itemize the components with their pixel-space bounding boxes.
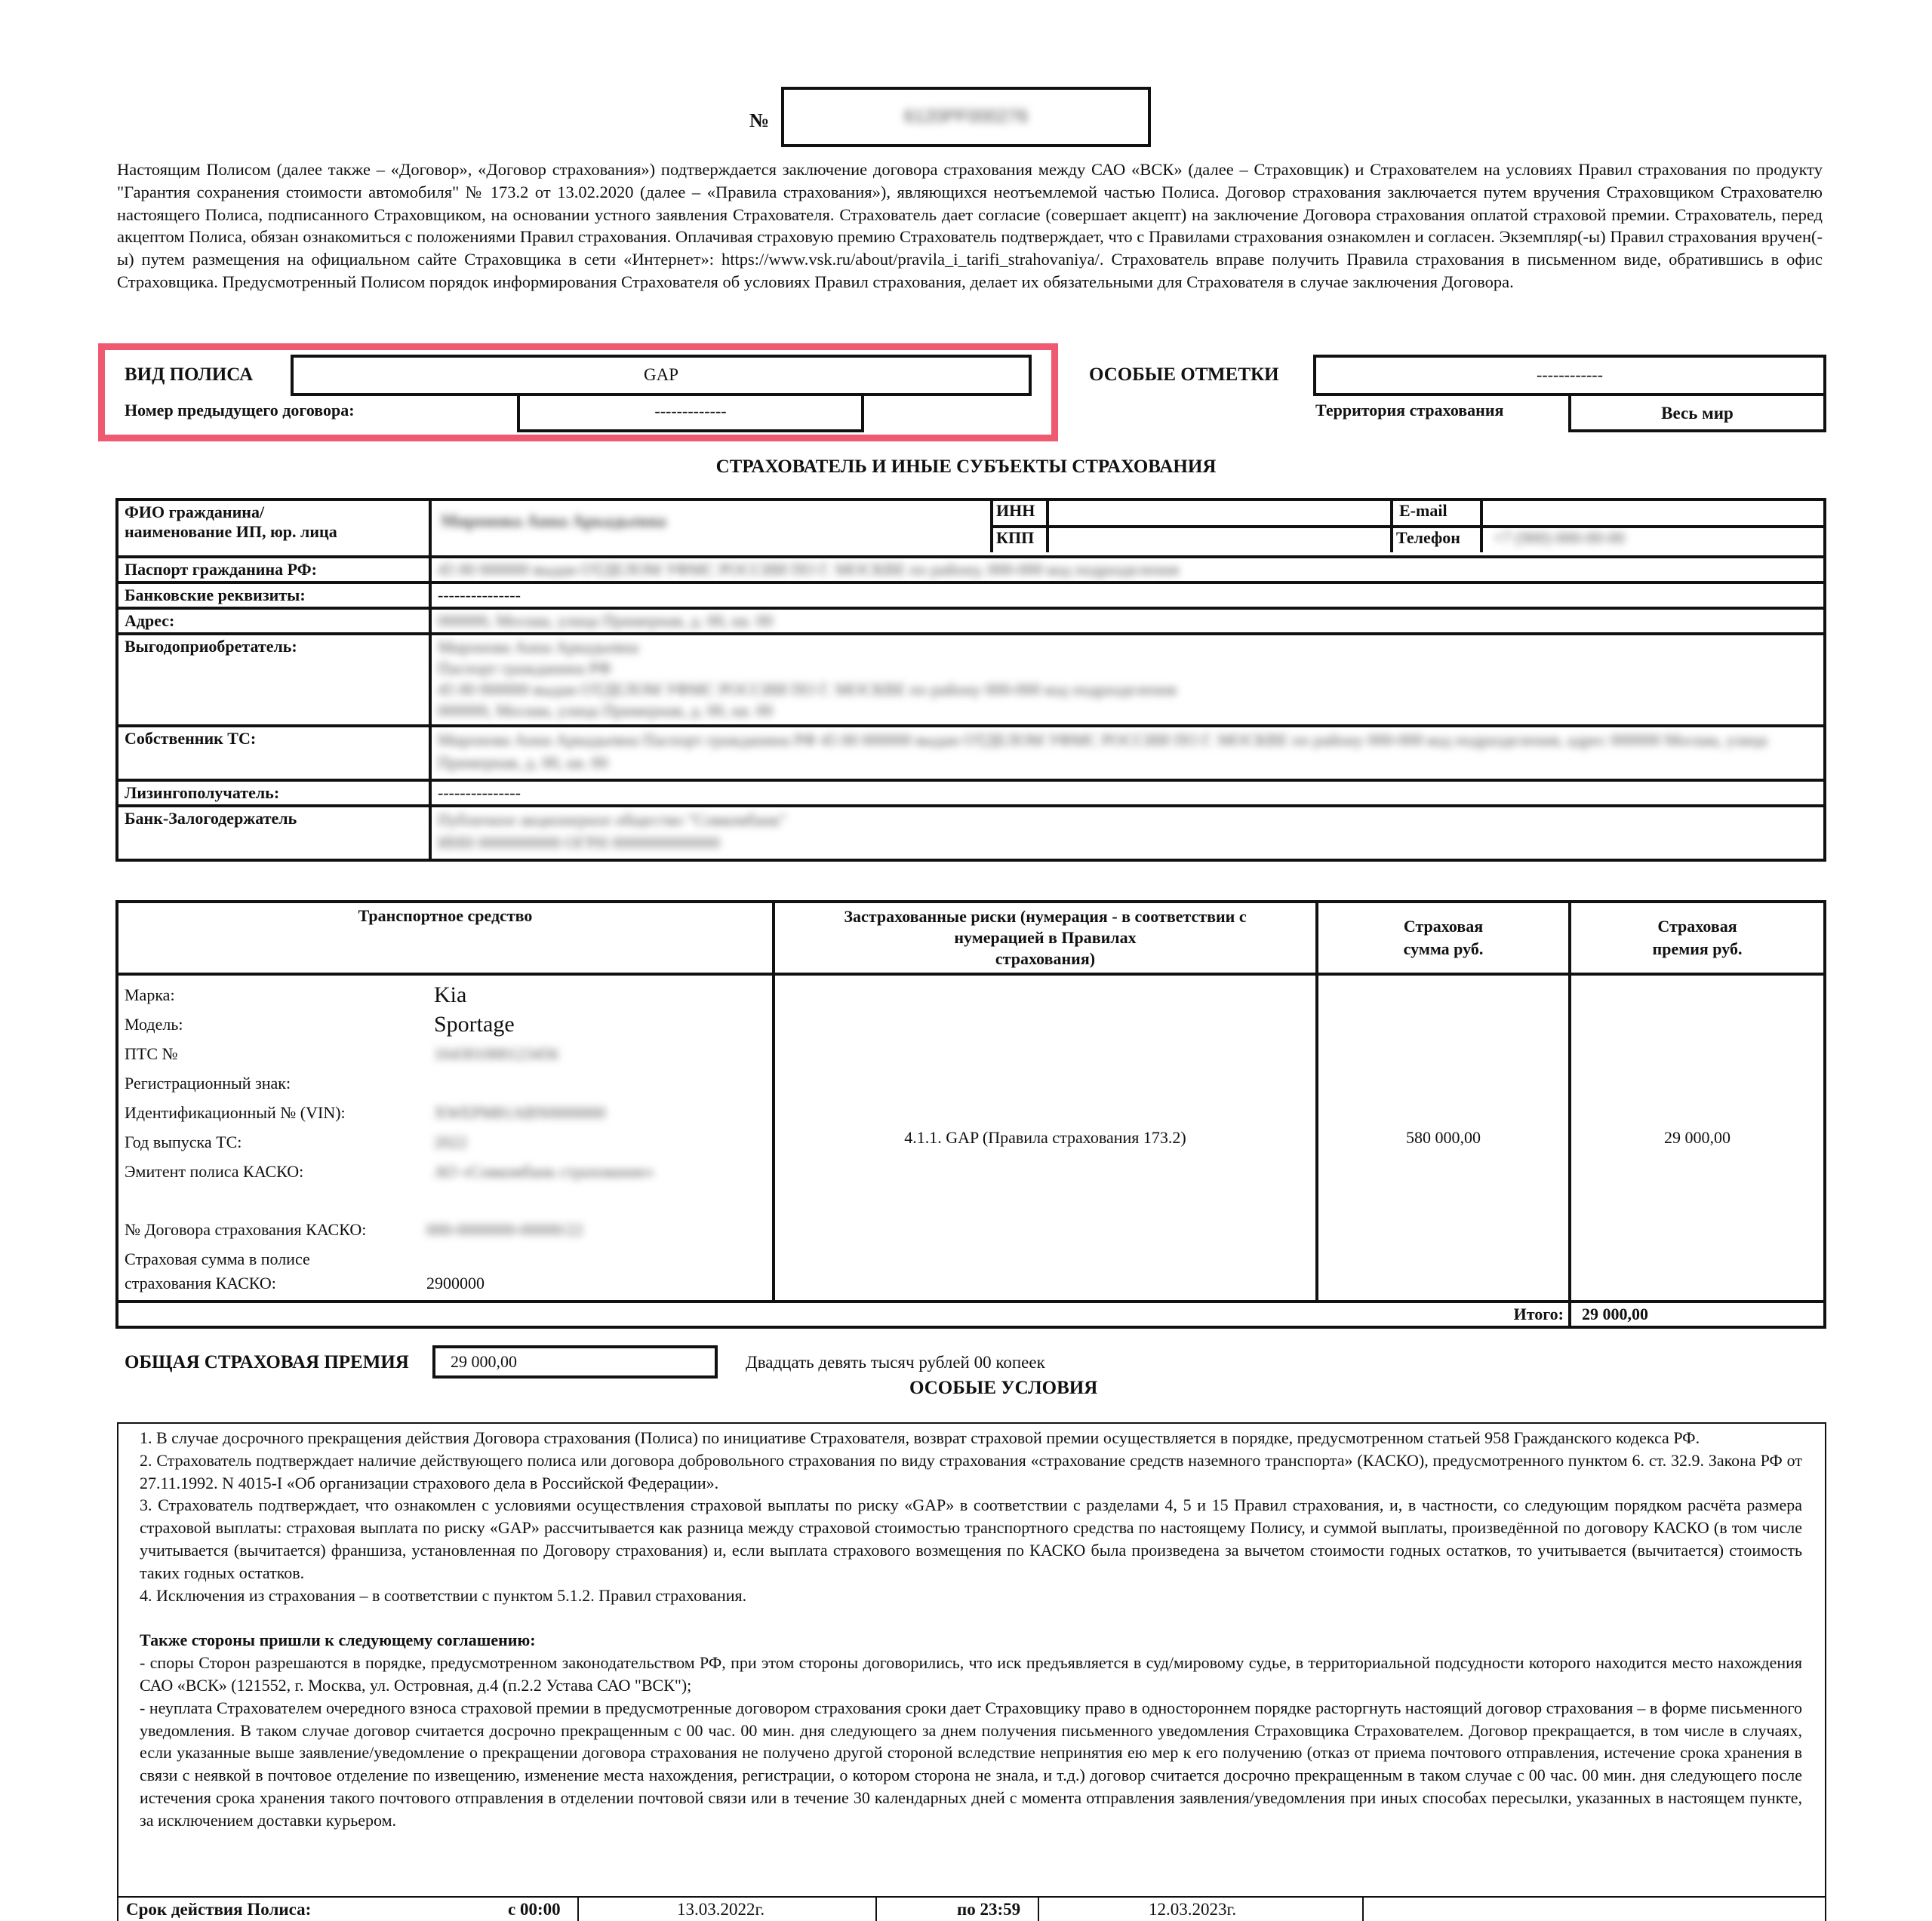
inn-kpp-values [1049, 501, 1390, 552]
agreement-2: - неуплата Страхователем очередного взноса страховой премии в предусмотренные договором страхования сроки дает Страховщику право в одностороннем порядке расторгнуть настоящий договор страхования – в форме письменного уведомления. В таком случае договор считается досрочно прекращенным с 00 час. 00 мин. дня следующего за днем получения письменного уведомления Страховщика Страхователем. Договор прекращается, в том числе в случаях, если указанные выше заявление/уведомление о прекращении договора страхования не получено другой стороной вследствие непринятия ею мер к его получению (отказ от приема почтового отправления, истечение срока хранения в связи с неявкой в почтовое отделение по извещению, изменение места нахождения, регистрации, о котором сторона не знала, и т.д.) договор считается досрочно прекращенным в таком случае с 00 час. 00 мин. дня следующего после истечения срока хранения такого почтового отправления в отделении почтовой связи или в течение 30 календарных дней с момента отправления заявления/уведомления при иных способах пересылки, указанных в настоящем пункте, за исключением доставки курьером. [140, 1698, 1802, 1830]
intro-paragraph: Настоящим Полисом (далее также – «Договор», «Договор страхования») подтверждается заключение договора страхования между САО «ВСК» (далее – Страховщик) и Страхователем на условиях Правил страхования по продукту "Гарантия сохранения стоимости автомобиля" № 173.2 от 13.02.2020 (далее – «Правила страхования»), являющихся неотъемлемой частью Полиса. Договор страхования заключается путем вручения Страховщиком Страхователю настоящего Полиса, подписанного Страховщиком, на основании устного заявления Страхователя. Страхователь дает согласие (совершает акцепт) на заключение Договора страхования оплатой страховой премии. Страхователь, перед акцептом Полиса, обязан ознакомиться с положениями Правил страхования. Оплачивая страховую премию Страхователь подтверждает, что с Правилами страхования ознакомлен и согласен. Экземпляр(-ы) Правил страхования вручен(-ы) путем размещения на официальном сайте Страховщика в сети «Интернет»: https://www.vsk.ru/about/pravila_i_tarifi_strahovaniya/. Страхователь вправе получить Правила страхования в письменном виде, обратившись в офис Страховщика. Предусмотренный Полисом порядок информирования Страхователя об условиях Правил страхования, делает их обязательными для Страхователя в случае заключения Договора. [117, 160, 1823, 291]
bank-label: Банковские реквизиты: [117, 582, 430, 608]
special-conditions-title: ОСОБЫЕ УСЛОВИЯ [909, 1378, 1098, 1398]
kasko-sum-value: 2900000 [426, 1274, 485, 1292]
condition-4: 4. Исключения из страхования – в соответствии с пунктом 5.1.2. Правил страхования. [140, 1585, 747, 1605]
vehicle-details [117, 974, 774, 1302]
pts-value: 164301000123456 [434, 1044, 558, 1063]
beneficiary-value: Миронова Анна Аркадьевна Паспорт гражданина РФ 45 00 000000 выдан ОТДЕЛОМ УФМС РОССИИ ПО Г. МОСКВЕ по району 000-000 код подразделения 000000, Москва, улица Примерная, д. 00, кв. 00 [430, 634, 1825, 726]
pledge-value: Публичное акционерное общество "Совкомбанк" ИНН 0000000000 ОГРН 0000000000000 [430, 806, 1825, 860]
territory-label: Территория страхования [1315, 401, 1504, 420]
condition-2: 2. Страхователь подтверждает наличие действующего полиса или договора добровольного страхования по виду страхования «страхование средств наземного транспорта» (КАСКО), предусмотренного пунктом 6. ст. 32.9. Закона РФ от 27.11.1992. N 4015-I «Об организации страхового дела в Российской Федерации». [140, 1450, 1802, 1492]
premium-value: 29 000,00 [1570, 974, 1825, 1302]
lessee-label: Лизингополучатель: [117, 780, 430, 806]
pledge-label: Банк-Залогодержатель [117, 806, 430, 860]
vin-label: Идентификационный № (VIN): [125, 1103, 346, 1122]
col-premium: Страховая премия руб. [1570, 902, 1825, 974]
validity-to-date: 12.03.2023г. [1149, 1900, 1237, 1919]
policy-type-value: GAP [291, 355, 1032, 396]
validity-from-label: с 00:00 [508, 1900, 561, 1919]
validity-label: Срок действия Полиса: [126, 1900, 312, 1919]
territory-value: Весь мир [1568, 395, 1826, 432]
fio-label: ФИО гражданина/ наименование ИП, юр. лица [117, 499, 430, 557]
total-value: 29 000,00 [1570, 1302, 1825, 1327]
make-label: Марка: [125, 985, 175, 1004]
phone-value: +7 (900) 000-00-00 [1494, 528, 1625, 547]
condition-1: 1. В случае досрочного прекращения действия Договора страхования (Полиса) по инициативе Страхователя, возврат страховой премии осуществляется в порядке, предусмотренном статьей 958 Гражданского кодекса РФ. [140, 1428, 1700, 1447]
subjects-title: СТРАХОВАТЕЛЬ И ИНЫЕ СУБЪЕКТЫ СТРАХОВАНИЯ [715, 456, 1217, 477]
col-vehicle: Транспортное средство [117, 902, 774, 974]
risk-value: 4.1.1. GAP (Правила страхования 173.2) [774, 974, 1317, 1302]
owner-label: Собственник ТС: [117, 726, 430, 780]
total-premium-words: Двадцать девять тысяч рублей 00 копеек [746, 1353, 1045, 1372]
kasko-issuer-value: АО «Совкомбанк страхование» [434, 1162, 654, 1181]
agreement-1: - споры Сторон разрешаются в порядке, предусмотренном законодательством РФ, при этом стороны договорились, что иск предъявляется в суд/мировому судье, в территориальной подсудности которого находится место нахождения САО «ВСК» (121552, г. Москва, ул. Островная, д.4 (п.2.2 Устава САО "ВСК"); [140, 1653, 1802, 1695]
kasko-contract-value: 000-0000000-00000/22 [426, 1220, 583, 1239]
passport-label: Паспорт гражданина РФ: [117, 557, 430, 582]
inn-label: ИНН [993, 501, 1046, 528]
policy-number-box [781, 87, 1151, 147]
special-marks-label: ОСОБЫЕ ОТМЕТКИ [1089, 364, 1279, 385]
address-value: 000000, Москва, улица Примерная, д. 00, кв. 00 [430, 608, 1825, 634]
col-sum: Страховая сумма руб. [1317, 902, 1570, 974]
policy-number-value: 6120PF000276 [903, 106, 1029, 127]
kasko-issuer-label: Эмитент полиса КАСКО: [125, 1162, 304, 1181]
number-label: № [749, 109, 770, 131]
col-risks: Застрахованные риски (нумерация - в соответствии с нумерацией в Правилах страхования) [774, 902, 1317, 974]
owner-value: Миронова Анна Аркадьевна Паспорт гражданина РФ 45 00 000000 выдан ОТДЕЛОМ УФМС РОССИИ ПО Г. МОСКВЕ по району 000-000 код подразделения, адрес 000000 Москва, улица Примерная, д. 00, кв. 00 [430, 726, 1825, 780]
total-label: Итого: [117, 1302, 1570, 1327]
reg-label: Регистрационный знак: [125, 1074, 291, 1093]
address-label: Адрес: [117, 608, 430, 634]
policy-type-label: ВИД ПОЛИСА [125, 364, 254, 385]
model-value: Sportage [434, 1012, 515, 1037]
kpp-label: КПП [996, 528, 1035, 547]
lessee-value: --------------- [430, 780, 1825, 806]
validity-from-date: 13.03.2022г. [677, 1900, 765, 1919]
prev-contract-label: Номер предыдущего договора: [125, 401, 355, 420]
year-value: 2022 [434, 1133, 467, 1151]
kasko-sum-label: Страховая сумма в полисе страхования КАСКО: [125, 1249, 310, 1292]
total-premium-value: 29 000,00 [432, 1345, 718, 1379]
kasko-contract-label: № Договора страхования КАСКО: [125, 1220, 367, 1239]
validity-to-label: по 23:59 [957, 1900, 1021, 1919]
fio-value: Миронова Анна Аркадьевна [441, 512, 666, 530]
prev-contract-value: ------------- [517, 395, 864, 432]
agreement-title: Также стороны пришли к следующему соглашению: [140, 1631, 536, 1650]
passport-value: 45 00 000000 выдан ОТДЕЛОМ УФМС РОССИИ ПО Г. МОСКВЕ по району, 000-000 код подразделения [430, 557, 1825, 582]
make-value: Kia [434, 982, 467, 1007]
pts-label: ПТС № [125, 1044, 178, 1063]
email-value [1483, 501, 1823, 528]
subjects-table [115, 498, 1826, 862]
vehicle-table [115, 900, 1826, 1329]
email-label: E-mail [1393, 501, 1480, 528]
sum-value: 580 000,00 [1317, 974, 1570, 1302]
beneficiary-label: Выгодоприобретатель: [117, 634, 430, 726]
special-marks-value: ------------ [1313, 355, 1826, 396]
phone-label: Телефон [1396, 528, 1460, 547]
special-conditions-box [117, 1422, 1826, 1898]
model-label: Модель: [125, 1015, 183, 1034]
vin-value: XWEPM81ABN0000000 [434, 1103, 606, 1122]
year-label: Год выпуска ТС: [125, 1133, 242, 1151]
bank-value: --------------- [430, 582, 1825, 608]
condition-3: 3. Страхователь подтверждает, что ознакомлен с условиями осуществления страховой выплаты по риску «GAP» в соответствии с разделами 4, 5 и 15 Правил страхования, и, в частности, со следующим порядком расчёта размера страховой выплаты: страховая выплата по риску «GAP» рассчитывается как разница между страховой стоимостью транспортного средства по настоящему Полису, и суммой выплаты, произведённой по договору КАСКО (в том числе учитывается (вычитается) франшиза, установленная по Договору страхования) и, если выплата страхового возмещения по КАСКО была произведена за вычетом стоимости годных остатков, то учитывается (вычитается) стоимость таких годных остатков. [140, 1495, 1802, 1582]
fio-row [430, 499, 1825, 557]
total-premium-label: ОБЩАЯ СТРАХОВАЯ ПРЕМИЯ [125, 1352, 409, 1372]
